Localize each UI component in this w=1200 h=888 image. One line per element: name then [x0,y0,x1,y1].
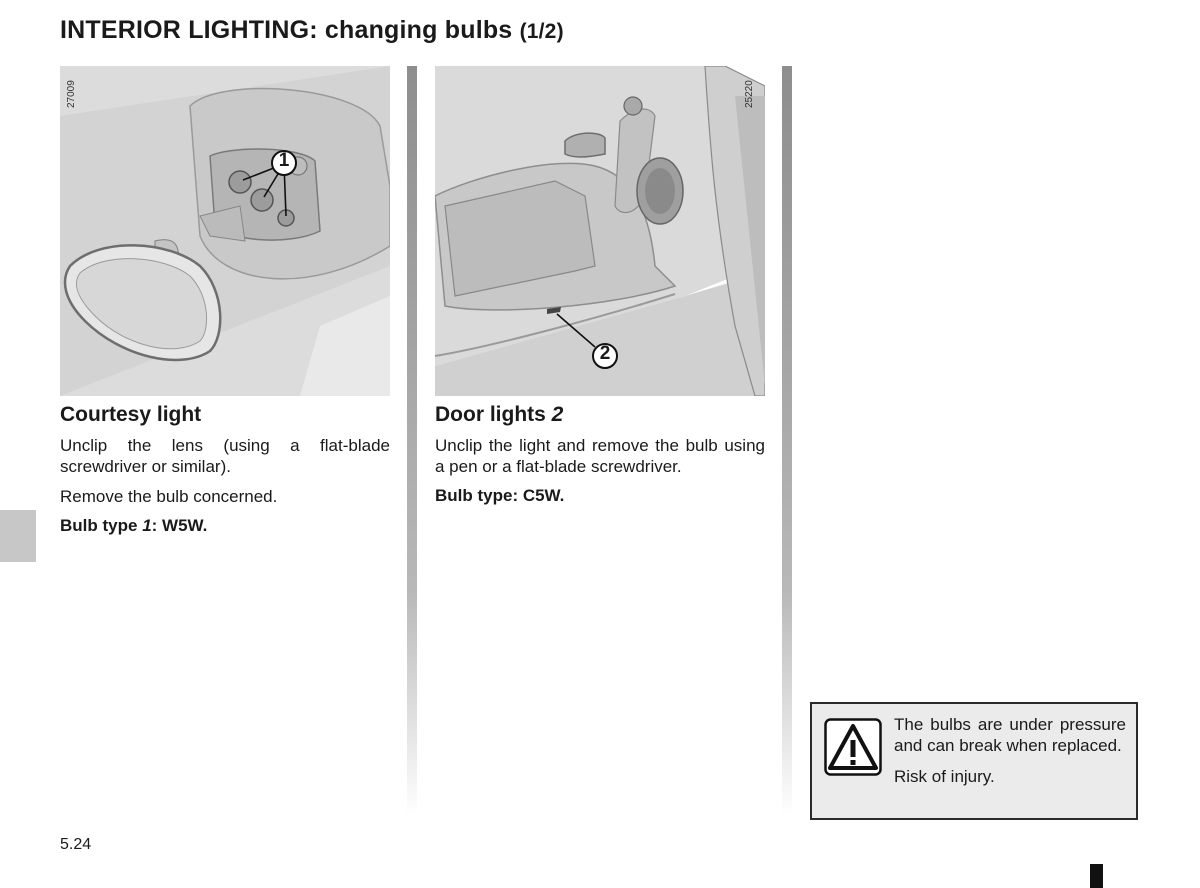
page-number: 5.24 [60,836,92,853]
chapter-tab [0,510,36,562]
figure-reference: 25220 [744,80,755,108]
courtesy-light-bulb-type [60,516,390,536]
callout-1: 1 [278,150,290,171]
bulb-type-number: 1 [142,516,152,535]
courtesy-light-section [60,66,390,536]
courtesy-light-heading: Courtesy light [60,403,202,426]
page-title-main: INTERIOR LIGHTING: changing bulbs [60,16,513,44]
door-lights-instructions: Unclip the light and remove the bulb using a pen or a flat-blade screwdriver. [435,436,765,476]
courtesy-light-illustration [60,66,390,396]
column-divider-right [782,66,792,816]
warning-message: The bulbs are under pressure and can break when replaced. [894,715,1126,755]
callout-2: 2 [599,343,611,364]
warning-triangle-icon [824,718,882,776]
bulb-type-value: : W5W. [151,516,208,535]
figure-reference: 27009 [66,80,77,108]
courtesy-light-instructions: Unclip the lens (using a flat-blade screwdriver or similar). [60,436,390,476]
warning-risk: Risk of injury. [894,767,995,786]
door-lights-heading-number: 2 [551,403,564,426]
column-divider-left [407,66,417,816]
courtesy-light-drawing [60,66,390,396]
courtesy-light-remove-bulb: Remove the bulb concerned. [60,487,278,506]
door-light-illustration [435,66,765,396]
warning-text [894,714,1126,797]
door-lights-heading-text: Door lights [435,403,546,426]
page-title-part: (1/2) [519,20,564,43]
page-title [60,16,564,45]
bulb-type-label: Bulb type [60,516,138,535]
door-lights-heading [435,403,765,427]
door-lights-section [435,66,765,506]
page-edge-marker [1090,864,1103,888]
door-lights-bulb-type: Bulb type: C5W. [435,486,565,505]
warning-box [810,702,1138,820]
